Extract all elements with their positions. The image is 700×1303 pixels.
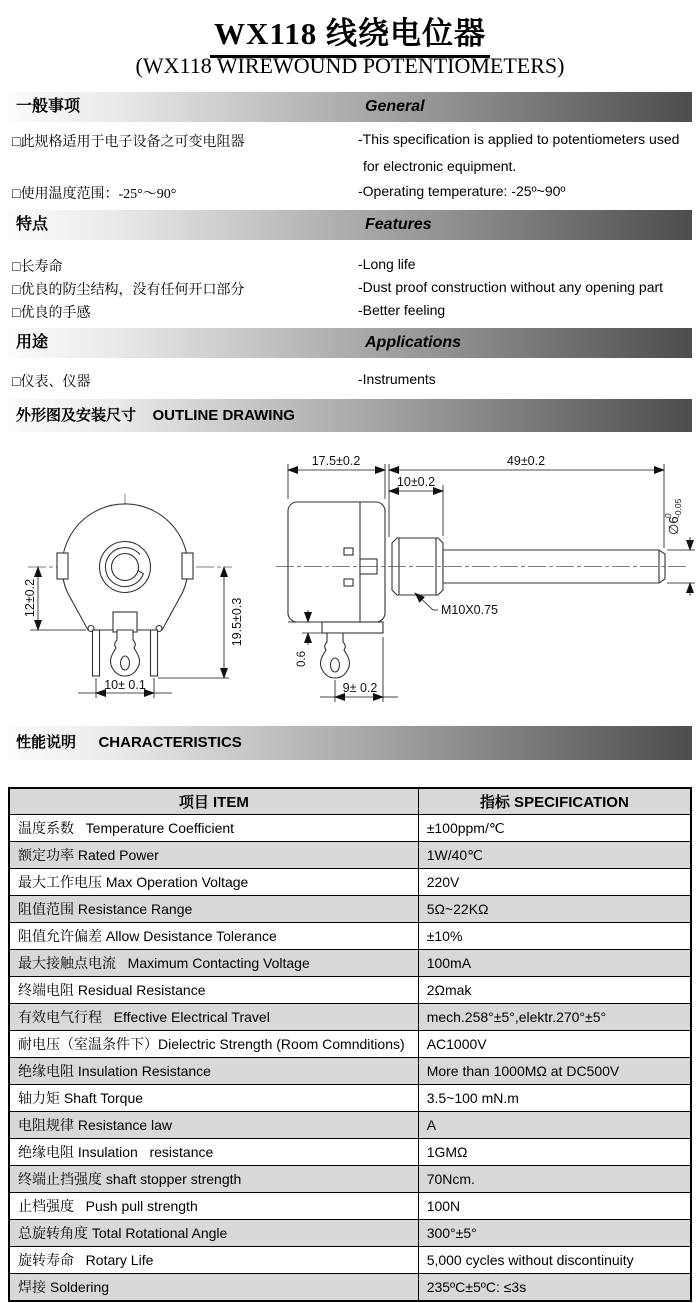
clip-mark-top [344,548,353,555]
spec-cell: 5,000 cycles without discontinuity [418,1247,691,1274]
clip-mark-bottom [344,579,353,586]
spec-cell: A [418,1112,691,1139]
header-spec: 指标 SPECIFICATION [418,788,691,815]
table-row [9,815,691,842]
terminal-pin-left [93,630,100,676]
general-row-1-en: -This specification is applied to potentiometers used [358,131,680,147]
spec-cell: More than 1000MΩ at DC500V [418,1058,691,1085]
side-tab-left [57,553,68,579]
spec-cell: 100N [418,1193,691,1220]
dim-shaft-length: 49±0.2 [506,454,546,468]
section-bar-applications [8,328,692,358]
section-title-cn: 外形图及安装尺寸 [16,408,137,424]
spec-cell: 100mA [418,950,691,977]
table-row [9,1166,691,1193]
dim-terminal-offset: 9± 0.2 [342,681,378,695]
anti-rotation-lug [113,612,137,632]
section-title-en: Features [365,216,432,233]
features-row: □优良的防尘结构，没有任何开口部分 -Dust proof construction without any opening part [12,279,664,298]
spec-cell: 235ºC±5ºC: ≤3s [418,1274,691,1302]
item-cell: 总旋转角度 Total Rotational Angle [9,1220,418,1247]
spec-cell: ±10% [418,923,691,950]
characteristics-table [8,787,692,1302]
table-row [9,1139,691,1166]
outline-drawing [0,440,700,720]
item-cell: 终端止挡强度 shaft stopper strength [9,1166,418,1193]
section-title-cn: 特点 [16,216,49,233]
item-cell: 最大接触点电流 Maximum Contacting Voltage [9,950,418,977]
shaft-diameter-tol-upper: 0 [663,513,673,518]
spec-cell: AC1000V [418,1031,691,1058]
item-cell: 电阻规律 Resistance law [9,1112,418,1139]
table-row [9,1058,691,1085]
spec-cell: ±100ppm/℃ [418,815,691,842]
table-row [9,896,691,923]
terminal-lug-side [321,633,350,678]
dim-step: 0.6 [296,651,308,667]
section-bar-outline [8,399,692,432]
table-row [9,1220,691,1247]
item-cell: 旋转寿命 Rotary Life [9,1247,418,1274]
table-row [9,869,691,896]
table-row [9,1112,691,1139]
table-row [9,1193,691,1220]
item-cell: 额定功率 Rated Power [9,842,418,869]
section-title-en: General [365,98,425,115]
shaft-diameter-tol-lower: -0.05 [673,498,683,518]
item-cell: 耐电压（室温条件下）Dielectric Strength (Room Comnditions) [9,1031,418,1058]
section-title-cn: 性能说明 [16,735,77,751]
side-tab-right [182,553,193,579]
item-cell: 绝缘电阻 Insulation Resistance [9,1058,418,1085]
terminal-lug-center [111,630,140,676]
spec-cell: 3.5~100 mN.m [418,1085,691,1112]
item-cell: 温度系数 Temperature Coefficient [9,815,418,842]
dim-front-pin-spacing: 10± 0.1 [104,678,146,692]
section-bar-characteristics [8,726,692,760]
section-bar-features [8,210,692,240]
spec-cell: 70Ncm. [418,1166,691,1193]
header-item: 项目 ITEM [9,788,418,815]
table-row [9,1031,691,1058]
general-row-1b [12,158,690,174]
spec-cell: 220V [418,869,691,896]
dim-front-height-right: 19.5±0.3 [230,597,244,647]
thread-label: M10X0.75 [441,603,498,617]
item-cell: 阻值范围 Resistance Range [9,896,418,923]
section-title-cn: 一般事项 [16,98,81,115]
section-title-en: OUTLINE DRAWING [152,407,295,424]
item-cell: 焊接 Soldering [9,1274,418,1302]
section-title-en: Applications [365,334,462,351]
table-row [9,950,691,977]
dim-front-height-left: 12±0.2 [23,578,37,618]
item-cell: 阻值允许偏差 Allow Desistance Tolerance [9,923,418,950]
general-row-2-cn: □使用温度范围：-25°～90° [12,187,177,202]
table-row [9,923,691,950]
item-cell: 轴力矩 Shaft Torque [9,1085,418,1112]
general-row-1b-en: for electronic equipment. [363,158,517,174]
spec-cell: 1GMΩ [418,1139,691,1166]
spec-cell: 2Ωmak [418,977,691,1004]
general-row-1-cn: □此规格适用于电子设备之可变电阻器 [12,135,245,150]
spec-cell: 1W/40℃ [418,842,691,869]
table-row [9,977,691,1004]
general-row-2 [12,183,690,203]
table-row [9,842,691,869]
body-outline [62,504,188,630]
general-row-1 [12,131,690,151]
terminal-plate [322,622,383,633]
table-row [9,1004,691,1031]
page-subtitle: (WX118 WIREWOUND POTENTIOMETERS) [135,53,565,78]
applications-row: □仪表、仪器 -Instruments [12,371,436,390]
features-row: □长寿命 -Long life [12,256,416,275]
table-row [9,1085,691,1112]
section-title-en: CHARACTERISTICS [98,734,242,751]
item-cell: 止档强度 Push pull strength [9,1193,418,1220]
page-title: WX118 线绕电位器 [0,8,700,58]
spec-cell: 5Ω~22KΩ [418,896,691,923]
table-header-row [9,788,691,815]
shaft-diameter-label: ∅6 [666,516,681,535]
table-row [9,1247,691,1274]
dim-bushing-length: 10±0.2 [396,475,436,489]
section-bar-general [8,92,692,122]
side-view [276,502,688,678]
section-title-cn: 用途 [16,334,49,351]
front-view [28,494,232,676]
table-row [9,1274,691,1302]
item-cell: 有效电气行程 Effective Electrical Travel [9,1004,418,1031]
item-cell: 最大工作电压 Max Operation Voltage [9,869,418,896]
dim-body-width: 17.5±0.2 [311,454,361,468]
item-cell: 绝缘电阻 Insulation resistance [9,1139,418,1166]
general-row-2-en: -Operating temperature: -25º~90º [358,183,566,199]
features-row: □优良的手感 -Better feeling [12,302,446,321]
spec-cell: 300°±5° [418,1220,691,1247]
item-cell: 终端电阻 Residual Resistance [9,977,418,1004]
terminal-pin-right [151,630,158,676]
spec-cell: mech.258°±5°,elektr.270°±5° [418,1004,691,1031]
